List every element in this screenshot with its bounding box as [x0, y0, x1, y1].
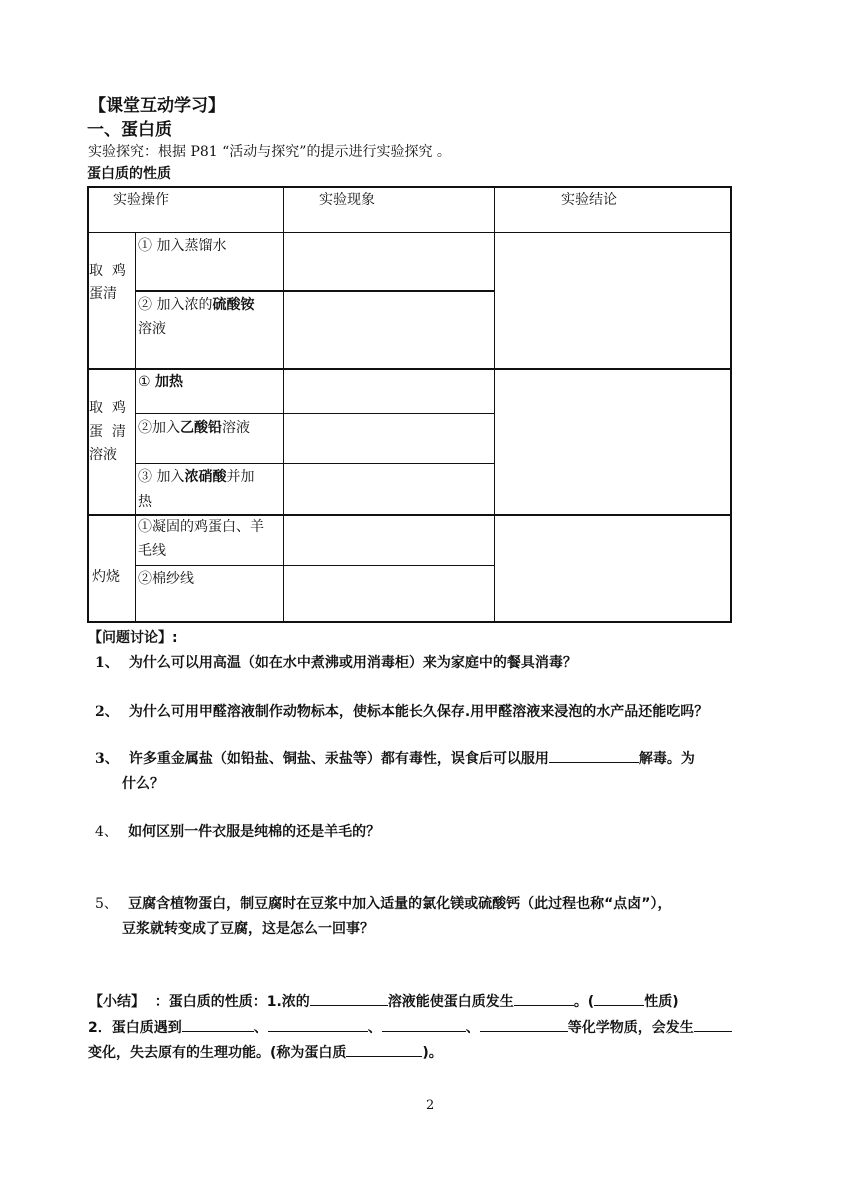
group2-op2: ②加入乙酸铅溶液: [138, 420, 250, 436]
question-5: 5、 豆腐含植物蛋白，制豆腐时在豆浆中加入适量的氯化镁或硫酸钙（此过程也称“点卤”），: [95, 896, 672, 912]
group3-op1-line2: 毛线: [138, 543, 166, 559]
properties-table: [87, 186, 732, 623]
group1-label-line1: 取 鸡: [89, 263, 126, 279]
question-2: 2、 为什么可用甲醛溶液制作动物标本，使标本能长久保存.用甲醛溶液来浸泡的水产品还能吃吗？: [95, 704, 709, 720]
page-number: 2: [426, 1098, 435, 1113]
blank-property[interactable]: [594, 991, 644, 1006]
blank-agent-2[interactable]: [268, 1017, 368, 1032]
group2-op1: ① 加热: [138, 374, 184, 390]
blank-agent-4[interactable]: [480, 1017, 568, 1032]
group3-label: 灼烧: [92, 569, 120, 585]
blank-salt[interactable]: [310, 991, 388, 1006]
blank-process[interactable]: [514, 991, 574, 1006]
group1-label-line2: 蛋清: [89, 286, 117, 302]
group2-label-line2: 蛋 清: [89, 424, 126, 440]
intro-text: 实验探究：根据 P81 “活动与探究”的提示进行实验探究 。: [88, 144, 451, 160]
group2-label-line3: 溶液: [89, 447, 117, 463]
blank-term[interactable]: [346, 1042, 422, 1057]
section-title: 【课堂互动学习】: [89, 96, 225, 116]
group3-op2: ②棉纱线: [138, 571, 194, 587]
heading-protein: 一、蛋白质: [87, 120, 172, 140]
col-header-conclusion: 实验结论: [561, 192, 617, 208]
group1-op2-line2: 溶液: [138, 321, 166, 337]
group2-op3-line2: 热: [138, 494, 152, 510]
summary-line2: 2．蛋白质遇到 、 、 、 等化学物质，会发生: [88, 1017, 732, 1037]
question-3-cont: 什么？: [122, 776, 164, 792]
col-header-phenomenon: 实验现象: [319, 192, 375, 208]
blank-antidote[interactable]: [549, 748, 639, 763]
table-caption: 蛋白质的性质: [87, 166, 171, 182]
question-5-cont: 豆浆就转变成了豆腐，这是怎么一回事？: [122, 921, 374, 937]
group3-op1-line1: ①凝固的鸡蛋白、羊: [138, 519, 264, 535]
summary-line1: 【小结】 ：蛋白质的性质：1.浓的 溶液能使蛋白质发生 。( 性质): [89, 991, 679, 1011]
discussion-title: 【问题讨论】:: [88, 630, 178, 646]
blank-agent-1[interactable]: [182, 1017, 254, 1032]
col-header-operation: 实验操作: [113, 192, 169, 208]
question-4: 4、 如何区别一件衣服是纯棉的还是羊毛的？: [95, 824, 381, 840]
group1-op2-line1: ② 加入浓的硫酸铵: [138, 297, 255, 313]
summary-line3: 变化，失去原有的生理功能。(称为蛋白质 )。: [88, 1042, 443, 1062]
group2-op3-line1: ③ 加入浓硝酸并加: [138, 469, 255, 485]
question-1: 1、 为什么可以用高温（如在水中煮沸或用消毒柜）来为家庭中的餐具消毒？: [95, 655, 577, 671]
question-3: 3、 许多重金属盐（如铅盐、铜盐、汞盐等）都有毒性，误食后可以服用 解毒。为: [95, 748, 695, 768]
blank-change[interactable]: [694, 1017, 732, 1032]
blank-agent-3[interactable]: [382, 1017, 466, 1032]
group2-label-line1: 取 鸡: [89, 400, 126, 416]
group1-op1: ① 加入蒸馏水: [138, 238, 227, 254]
